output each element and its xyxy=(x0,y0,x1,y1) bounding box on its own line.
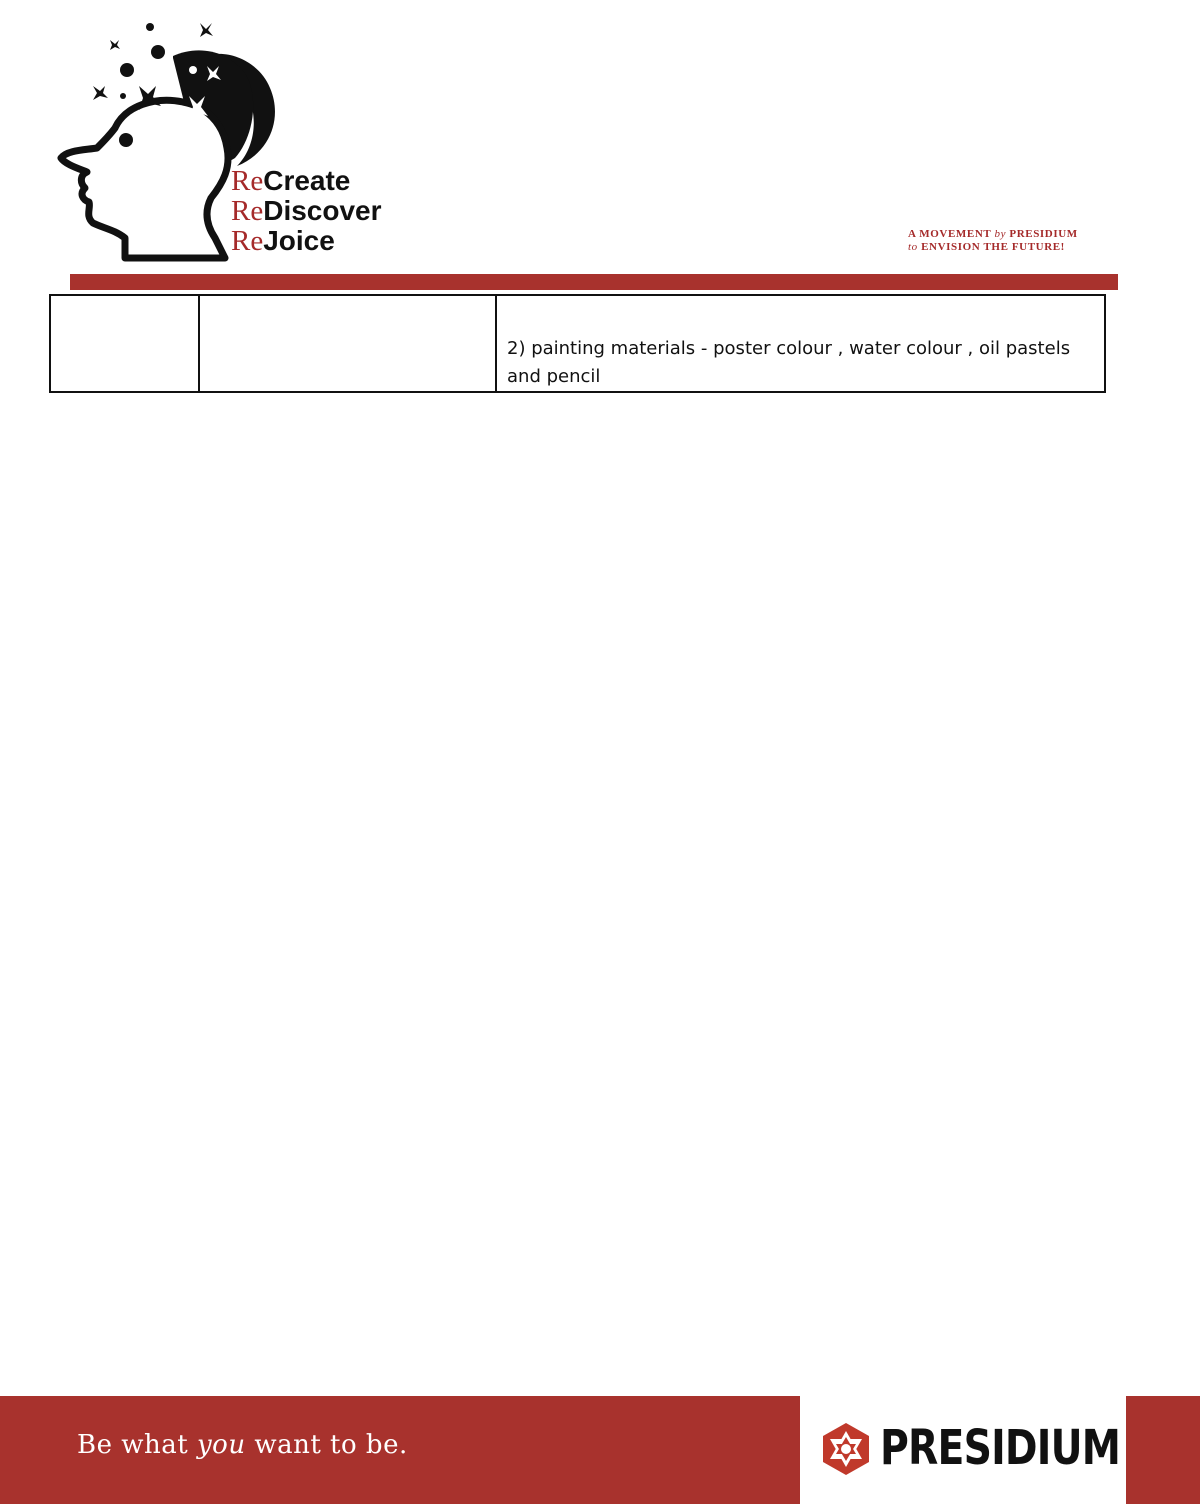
slogan-text: want to be. xyxy=(245,1430,408,1460)
logo-word: Joice xyxy=(263,225,335,256)
tagline-text: A MOVEMENT xyxy=(908,228,995,240)
tagline-text: PRESIDIUM xyxy=(1006,228,1078,240)
table-cell xyxy=(199,295,496,392)
logo-word: Discover xyxy=(263,195,382,226)
logo-prefix: Re xyxy=(231,225,264,257)
tagline-line-2 xyxy=(908,241,1078,254)
logo-wordmark xyxy=(231,166,382,256)
table-row xyxy=(50,295,1105,392)
logo-prefix: Re xyxy=(231,195,264,227)
logo-word: Create xyxy=(263,165,351,196)
logo-line-recreate xyxy=(231,166,382,196)
footer-red-edge xyxy=(1126,1396,1200,1504)
logo-line-rediscover xyxy=(231,196,382,226)
table-cell: 2) painting materials - poster colour , water colour , oil pastels and pencil xyxy=(496,295,1105,392)
tagline-text: by xyxy=(994,228,1007,240)
logo-line-rejoice xyxy=(231,226,382,256)
tagline xyxy=(908,228,1078,254)
slogan-text: Be what xyxy=(77,1430,197,1460)
slogan-text: you xyxy=(196,1430,246,1460)
logo-prefix: Re xyxy=(231,165,264,197)
tagline-text: to xyxy=(908,241,918,253)
tagline-line-1 xyxy=(908,228,1078,241)
content-table xyxy=(49,294,1106,393)
presidium-emblem-icon xyxy=(818,1421,874,1477)
table-cell xyxy=(50,295,199,392)
tagline-text: ENVISION THE FUTURE! xyxy=(917,241,1065,253)
footer-slogan xyxy=(77,1430,408,1460)
header-divider-bar xyxy=(70,274,1118,290)
presidium-wordmark: PRESIDIUM xyxy=(880,1420,1121,1476)
